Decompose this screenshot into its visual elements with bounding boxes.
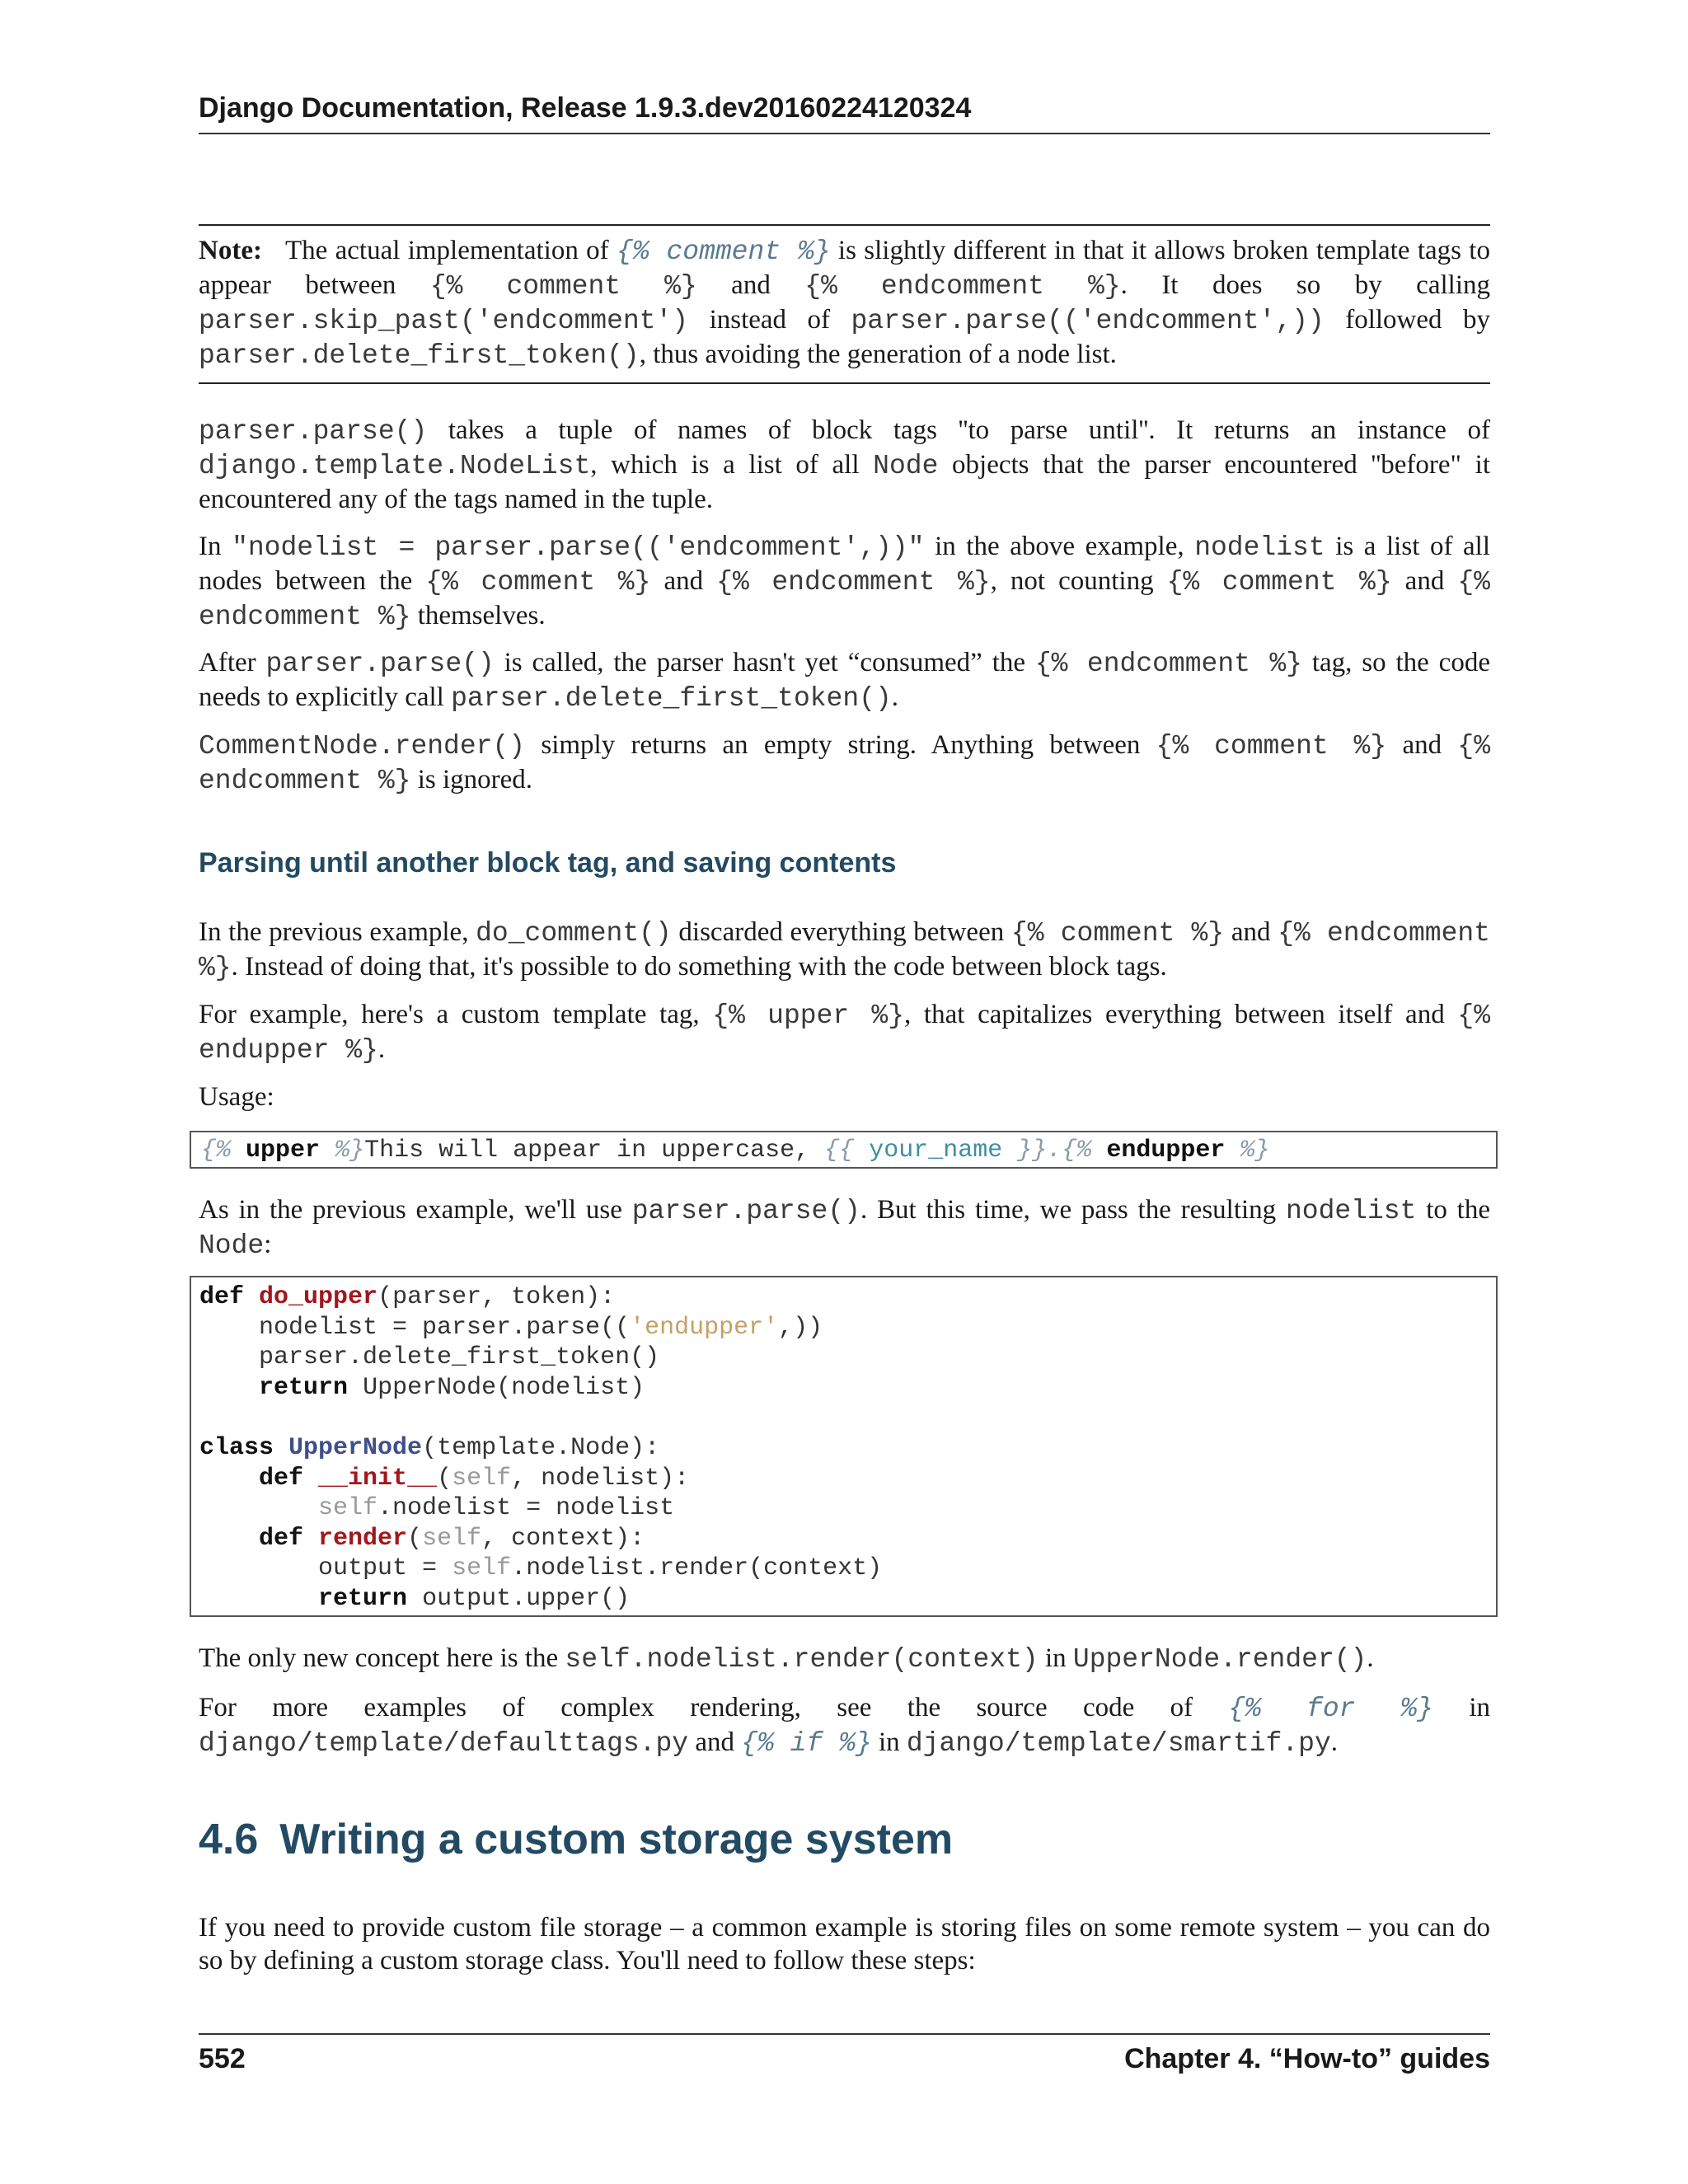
self-keyword: self [318,1494,378,1523]
code-ref: Node [199,1230,265,1261]
code-ref: Node [873,451,939,481]
code-ref: {% for %} [1228,1694,1433,1724]
keyword: def [259,1464,304,1493]
code-text: UpperNode(nodelist) [363,1373,645,1402]
code-text: (template.Node): [422,1433,660,1462]
code-text: ( [407,1524,423,1553]
paragraph-after-parse [199,646,1490,715]
text: simply returns an empty string. Anything between [525,730,1156,760]
usage-code-block [190,1131,1498,1169]
text: in [1432,1693,1490,1722]
text: The only new concept here is the [199,1643,565,1673]
function-name: __init__ [318,1464,438,1493]
code-ref: {% endcomment %} [804,271,1121,302]
self-keyword: self [452,1554,512,1583]
code-text: (parser, token): [377,1283,616,1311]
section-title: Writing a custom storage system [279,1816,954,1863]
text: to the [1416,1195,1490,1225]
note-label: Note: [199,236,262,265]
text: followed by [1324,305,1490,335]
text: , thus avoiding the generation of a node list. [639,340,1117,369]
text: , which is a list of all [590,450,874,480]
text: , not counting [990,566,1167,596]
keyword: class [199,1433,274,1462]
paragraph-new-concept [199,1642,1490,1676]
text: For example, here's a custom template tag, [199,1000,713,1029]
text: For more examples of complex rendering, see the source code of [199,1693,1229,1722]
template-delim: }} [1017,1137,1048,1165]
keyword: def [259,1524,304,1553]
text: , that capitalizes everything between itself and [904,1000,1458,1029]
code-ref: {% comment %} [1166,567,1392,598]
section-heading [199,1815,1490,1864]
text: and [1386,730,1458,760]
text: in [1038,1643,1073,1673]
text: is called, the parser hasn't yet “consumed” the [494,648,1035,677]
template-delim: {% [201,1137,232,1165]
code-ref: parser.parse() [631,1196,860,1226]
code-text: .nodelist = nodelist [377,1494,675,1523]
text: and [696,270,805,300]
code-ref: do_comment() [476,918,672,949]
template-text: . [1047,1137,1062,1165]
code-ref: django/template/defaulttags.py [199,1728,689,1759]
self-keyword: self [422,1524,482,1553]
code-text: output = [318,1554,452,1583]
text: and [1391,566,1458,596]
code-ref: UpperNode.render() [1072,1644,1367,1675]
text: and [688,1727,742,1757]
template-tag: endupper [1106,1137,1226,1165]
text: . [891,682,899,712]
text: in [871,1727,907,1757]
template-tag: upper [246,1137,321,1165]
code-ref: self.nodelist.render(context) [565,1644,1039,1675]
code-ref: nodelist [1285,1196,1417,1226]
code-ref: {% comment %} [429,271,697,302]
template-text: This will appear in uppercase, [364,1137,825,1165]
section-number: 4.6 [199,1816,259,1863]
text: instead of [688,305,851,335]
code-ref: parser.parse() [265,649,495,679]
class-name: UpperNode [288,1433,423,1462]
code-ref: {% endcomment %} [716,567,991,598]
text: objects that the parser encountered ''before" it encountered any of the tags named in the tuple. [199,450,1490,514]
text: takes a tuple of names of block tags ''to parse until''. It returns an instance of [427,415,1490,445]
self-keyword: self [452,1464,512,1493]
text: In the previous example, [199,917,476,947]
text: . Instead of doing that, it's possible to do something with the code between block tags. [231,952,1167,982]
text: . But this time, we pass the resulting [860,1195,1286,1225]
paragraph-parse-explanation [199,414,1490,516]
paragraph-upper-tag [199,998,1490,1067]
code-text: parser.delete_first_token() [259,1343,660,1372]
code-ref: parser.skip_past('endcomment') [199,306,689,336]
code-ref: {% comment %} [1156,731,1387,762]
template-variable: your_name [869,1137,1003,1165]
code-ref: {% comment %} [1010,918,1225,949]
template-delim: {% [1062,1137,1092,1165]
code-ref: {% endcomment %} [199,731,1490,796]
code-ref: nodelist [1194,532,1325,563]
code-ref: {% comment %} [425,567,651,598]
code-ref: CommentNode.render() [199,731,526,762]
text: themselves. [410,601,546,630]
paragraph-nodelist [199,530,1490,634]
keyword: return [259,1373,349,1402]
text: and [1224,917,1278,947]
code-ref: parser.delete_first_token() [199,340,640,371]
text: is slightly different in that it allows broken template tags to appear between [199,236,1490,300]
template-delim: %} [1240,1137,1270,1165]
subsection-heading: Parsing until another block tag, and saving contents [199,847,897,879]
text: After [199,648,266,677]
text: discarded everything between [671,917,1011,947]
text: is a list of all nodes between the [199,532,1490,596]
code-text: ( [437,1464,452,1493]
paragraph-custom-storage: If you need to provide custom file storage – a common example is storing files on some remote system – you can do so by defining a custom storage class. You'll need to follow these steps: [199,1913,1490,1975]
text: . [1330,1727,1339,1757]
code-ref: {% upper %} [712,1001,904,1031]
paragraph-commentnode-render [199,729,1490,798]
string-literal: 'endupper' [630,1313,779,1342]
template-delim: {{ [824,1137,855,1165]
text: As in the previous example, we'll use [199,1195,632,1225]
code-ref: {% endcomment %} [199,567,1490,632]
paragraph-more-examples [199,1691,1490,1760]
page-number: 552 [199,2043,246,2074]
function-name: do_upper [259,1283,378,1311]
code-ref: {% comment %} [616,237,831,267]
code-ref: {% endcomment %} [199,918,1490,983]
running-header: Django Documentation, Release 1.9.3.dev20160224120324 [199,92,1490,134]
code-text: nodelist = parser.parse(( [259,1313,631,1342]
code-ref: parser.delete_first_token() [451,683,892,714]
code-text: ,)) [778,1313,823,1342]
chapter-title: Chapter 4. “How-to” guides [1124,2043,1490,2074]
keyword: return [318,1584,408,1613]
python-code-block [190,1276,1498,1617]
code-ref: django.template.NodeList [199,451,591,481]
text: and [650,566,717,596]
note-box [199,224,1490,384]
code-text: .nodelist.render(context) [511,1554,883,1583]
code-text: output.upper() [422,1584,631,1613]
usage-label: Usage: [199,1082,274,1112]
text: . It does so by calling [1120,270,1490,300]
code-text: , context): [481,1524,645,1553]
code-ref: "nodelist = parser.parse(('endcomment',))" [232,532,925,563]
text: . [1367,1643,1374,1673]
paragraph-as-in-previous [199,1193,1490,1263]
code-ref: {% endupper %} [199,1001,1490,1066]
text: is ignored. [410,765,533,794]
code-ref: parser.parse(('endcomment',)) [851,306,1325,336]
text: in the above example, [924,532,1195,561]
code-ref: parser.parse() [199,416,428,447]
text: tag, so the code needs to explicitly call [199,648,1490,712]
text: The actual implementation of [284,236,617,265]
keyword: def [199,1283,245,1311]
template-delim: %} [335,1137,365,1165]
text: . [377,1034,386,1064]
paragraph-previous-example [199,916,1490,985]
code-text: , nodelist): [511,1464,690,1493]
code-ref: {% if %} [741,1728,872,1759]
code-ref: django/template/smartif.py [906,1728,1331,1759]
text: : [264,1230,272,1259]
code-ref: {% endcomment %} [1034,649,1302,679]
function-name: render [318,1524,408,1553]
page-footer [199,2033,1490,2075]
text: In [199,532,232,561]
